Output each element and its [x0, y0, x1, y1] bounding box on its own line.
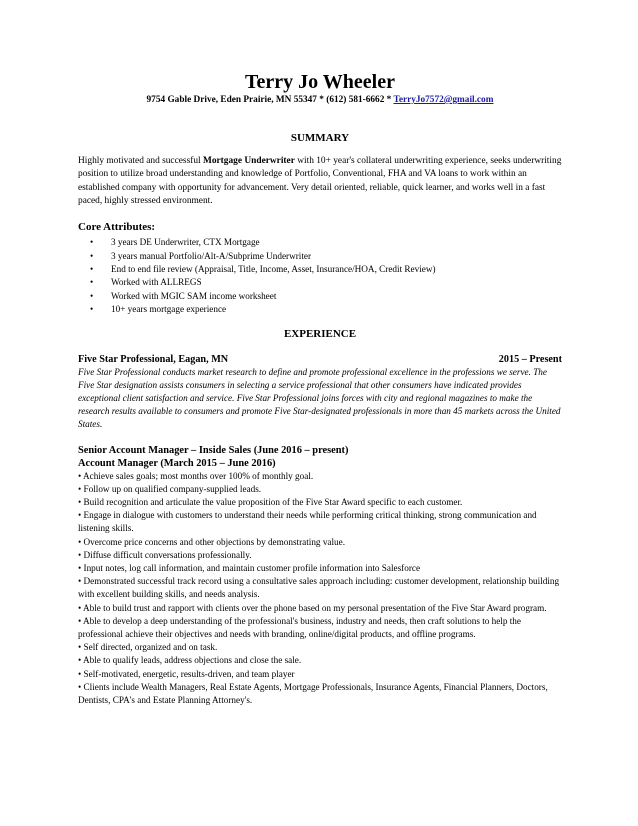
list-item: • Able to develop a deep understanding of the professional's business, industry and needs, then craft solutions to help the professional achieve their objectives and needs with branding, online/digital products, and offline programs. — [78, 615, 521, 640]
summary-heading: SUMMARY — [290, 132, 350, 144]
company-description: Five Star Professional conducts market research to define and promote professional excellence in the professions we serve. The Five Star designation assists consumers in selecting a service professional that other consumers have indicated provides exceptional client satisfaction and service. Five Star Professional joins forces with city and regional magazines to make the research results available to consumers and promote Five Star-designated professionals in more than 45 markets across the United States. — [78, 366, 561, 430]
bullet: • — [90, 237, 94, 248]
summary-text-start: Highly motivated and successful — [78, 156, 203, 166]
contact-details: 9754 Gable Drive, Eden Prairie, MN 55347 * (612) 581-6662 * — [146, 95, 394, 105]
summary-text-end: with 10+ year's collateral underwriting experience, seeks underwriting position to utilize broad understanding and knowledge of Portfolio, Conventional, FHA and VA loans to work within an established company with opportunity for advancement. Very detail oriented, reliable, quick learner, and works well in a fast paced, highly stressed environment. — [78, 156, 562, 206]
list-item — [78, 303, 562, 316]
role-title-account-manager: Account Manager (March 2015 – June 2016) — [78, 457, 276, 469]
bullet: • — [90, 250, 94, 261]
list-item: • Achieve sales goals; most months over 100% of monthly goal. — [78, 470, 314, 481]
employment-dates: 2015 – Present — [498, 353, 562, 365]
core-attributes-list — [78, 236, 562, 316]
list-item: • Clients include Wealth Managers, Real Estate Agents, Mortgage Professionals, Insurance Agents, Financial Planners, Doctors, Dentists, CPA's and Estate Planning Attorney's. — [78, 681, 548, 706]
list-item: • Engage in dialogue with customers to understand their needs while performing critical thinking, strong communication and listening skills. — [78, 510, 537, 534]
list-item: • Able to build trust and rapport with clients over the phone based on my personal presentation of the Five Star Award program. — [78, 602, 547, 613]
bullet: • — [90, 277, 94, 288]
list-item: • Demonstrated successful track record using a consultative sales approach including: customer development, relationship building with excellent building skills, and needs analysis. — [78, 576, 560, 600]
bullet: • — [90, 264, 94, 274]
bullet: • — [90, 290, 94, 301]
company-name: Five Star Professional, Eagan, MN — [78, 353, 229, 365]
summary-job-title: Mortgage Underwriter — [202, 156, 295, 166]
core-attribute-text: Worked with MGIC SAM income worksheet — [111, 290, 277, 301]
duties-list — [78, 470, 562, 708]
bullet: • — [90, 304, 94, 315]
email-link[interactable]: TerryJo7572@gmail.com — [393, 95, 494, 105]
list-item: • Overcome price concerns and other objections by demonstrating value. — [78, 536, 346, 547]
list-item — [78, 250, 562, 263]
list-item: • Input notes, log call information, and maintain customer profile information into Salesforce — [78, 563, 421, 574]
core-attribute-text: Worked with ALLREGS — [111, 277, 202, 288]
company-row — [78, 353, 562, 366]
list-item: • Self directed, organized and on task. — [78, 642, 218, 653]
list-item: • Self-motivated, energetic, results-driven, and team player — [78, 668, 295, 679]
experience-heading: EXPERIENCE — [283, 327, 357, 340]
list-item: • Follow up on qualified company-supplied leads. — [78, 483, 262, 494]
list-item — [78, 236, 562, 249]
core-attribute-text: End to end file review (Appraisal, Title, Income, Asset, Insurance/HOA, Credit Review) — [111, 264, 436, 274]
list-item: • Build recognition and articulate the value proposition of the Five Star Award specific to each customer. — [78, 497, 463, 508]
role-title-senior: Senior Account Manager – Inside Sales (June 2016 – present) — [78, 444, 349, 456]
list-item — [78, 290, 562, 303]
resume-page — [78, 70, 562, 707]
core-attribute-text: 3 years DE Underwriter, CTX Mortgage — [111, 237, 260, 248]
list-item — [78, 263, 562, 276]
contact-line — [78, 94, 562, 106]
list-item — [78, 276, 562, 289]
core-attributes-title: Core Attributes: — [78, 221, 156, 234]
list-item: • Diffuse difficult conversations professionally. — [78, 549, 252, 560]
list-item: • Able to qualify leads, address objections and close the sale. — [78, 655, 302, 666]
core-attribute-text: 3 years manual Portfolio/Alt-A/Subprime Underwriter — [111, 250, 312, 261]
summary-text — [78, 155, 562, 208]
core-attribute-text: 10+ years mortgage experience — [111, 304, 227, 315]
candidate-name: Terry Jo Wheeler — [245, 71, 395, 93]
